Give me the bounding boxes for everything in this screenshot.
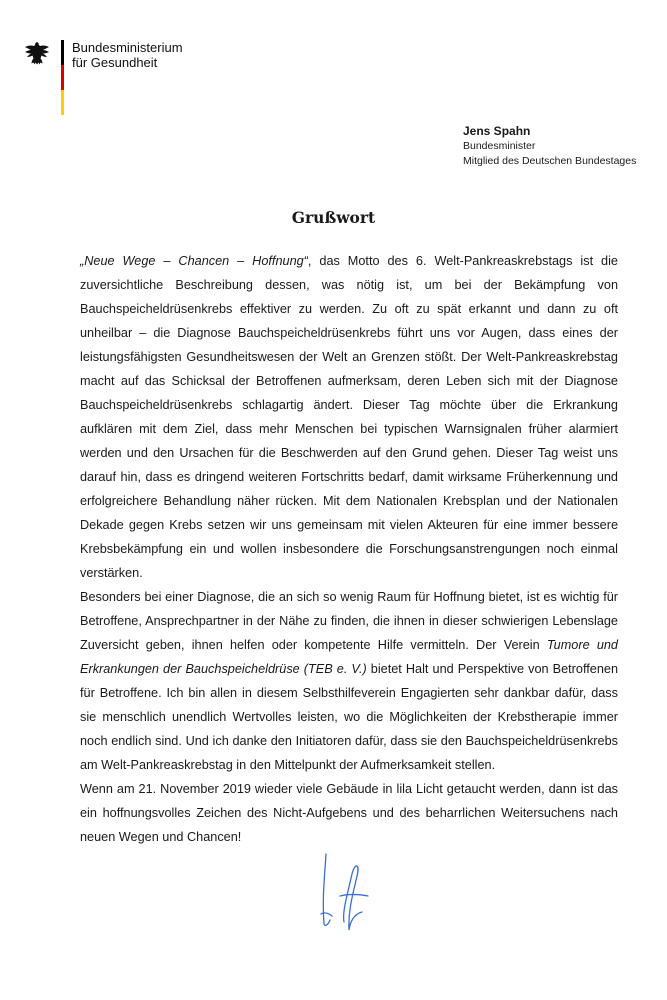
sender-name: Jens Spahn [463, 124, 531, 138]
organization-name: Tumore und Erkrankungen der Bauchspeicheldrüse (TEB e. V.) [80, 638, 618, 676]
page-title: Grußwort [291, 208, 376, 227]
federal-eagle-icon [24, 40, 52, 70]
paragraph-2-text-after: bietet Halt und Perspektive von Betroffenen für Betroffene. Ich bin allen in diesem Selbsthilfeverein Engagierten sehr dankbar dafür, dass sie menschlich unendlich Wertvolles leisten, wo die Möglichkeiten der Krebstherapie immer noch endlich sind. Und ich danke den Initiatoren dafür, dass sie den Bauchspeicheldrüsenkrebs am Welt-Pankreaskrebstag in den Mittelpunkt der Aufmerksamkeit stellen. [80, 662, 618, 772]
paragraph-2 [80, 585, 618, 777]
paragraph-2-text-before: Besonders bei einer Diagnose, die an sich so wenig Raum für Hoffnung bietet, ist es wichtig für Betroffene, Ansprechpartner in der Nähe zu finden, die ihnen in dieser schwierigen Lebenslage Zuversicht geben, ihnen helfen oder kompetente Hilfe vermitteln. Der Verein [80, 590, 618, 652]
ministry-line-1: Bundesministerium [72, 40, 183, 55]
paragraph-1-text: , das Motto des 6. Welt-Pankreaskrebstags ist die zuversichtliche Beschreibung dessen, was nötig ist, um bei der Bekämpfung von Bauchspeicheldrüsenkrebs effektiver zu werden. Zu oft zu spät erkannt und dann zu oft unheilbar – die Diagnose Bauchspeicheldrüsenkrebs führt uns vor Augen, dass eines der leistungsfähigsten Gesundheitswesen der Welt an Grenzen stößt. Der Welt-Pankreaskrebstag macht auf das Schicksal der Betroffenen aufmerksam, deren Leben sich mit der Diagnose Bauchspeicheldrüsenkrebs schlagartig ändert. Dieser Tag möchte über die Erkrankung aufklären mit dem Ziel, dass mehr Menschen bei typischen Warnsignalen früher alarmiert werden und den Ursachen für die Beschwerden auf den Grund gehen. Dieser Tag weist uns darauf hin, dass es dringend weiteren Fortschritts bedarf, damit wirksame Früherkennung und erfolgreichere Behandlung näher rücken. Mit dem Nationalen Krebsplan und der Nationalen Dekade gegen Krebs setzen wir uns gemeinsam mit vielen Akteuren für eine immer bessere Krebsbekämpfung ein und wollen insbesondere die Forschungsanstrengungen noch einmal verstärken. [80, 254, 618, 580]
sender-role: Bundesminister [463, 140, 536, 152]
flag-stripe-red [61, 65, 64, 90]
ministry-line-2: für Gesundheit [72, 55, 158, 70]
handwritten-signature [318, 852, 372, 932]
flag-stripe-gold [61, 90, 64, 115]
ministry-name [72, 40, 183, 70]
sender-block [463, 124, 636, 169]
flag-stripes [61, 40, 64, 115]
letter-body [80, 249, 618, 849]
flag-stripe-black [61, 40, 64, 65]
motto: „Neue Wege – Chancen – Hoffnung“ [80, 254, 308, 268]
sender-membership: Mitglied des Deutschen Bundestages [463, 155, 637, 167]
paragraph-1 [80, 249, 618, 585]
paragraph-3: Wenn am 21. November 2019 wieder viele Gebäude in lila Licht getaucht werden, dann ist das ein hoffnungsvolles Zeichen des Nicht-Aufgebens und des beharrlichen Weitersuchens nach neuen Wegen und Chancen! [80, 782, 618, 844]
